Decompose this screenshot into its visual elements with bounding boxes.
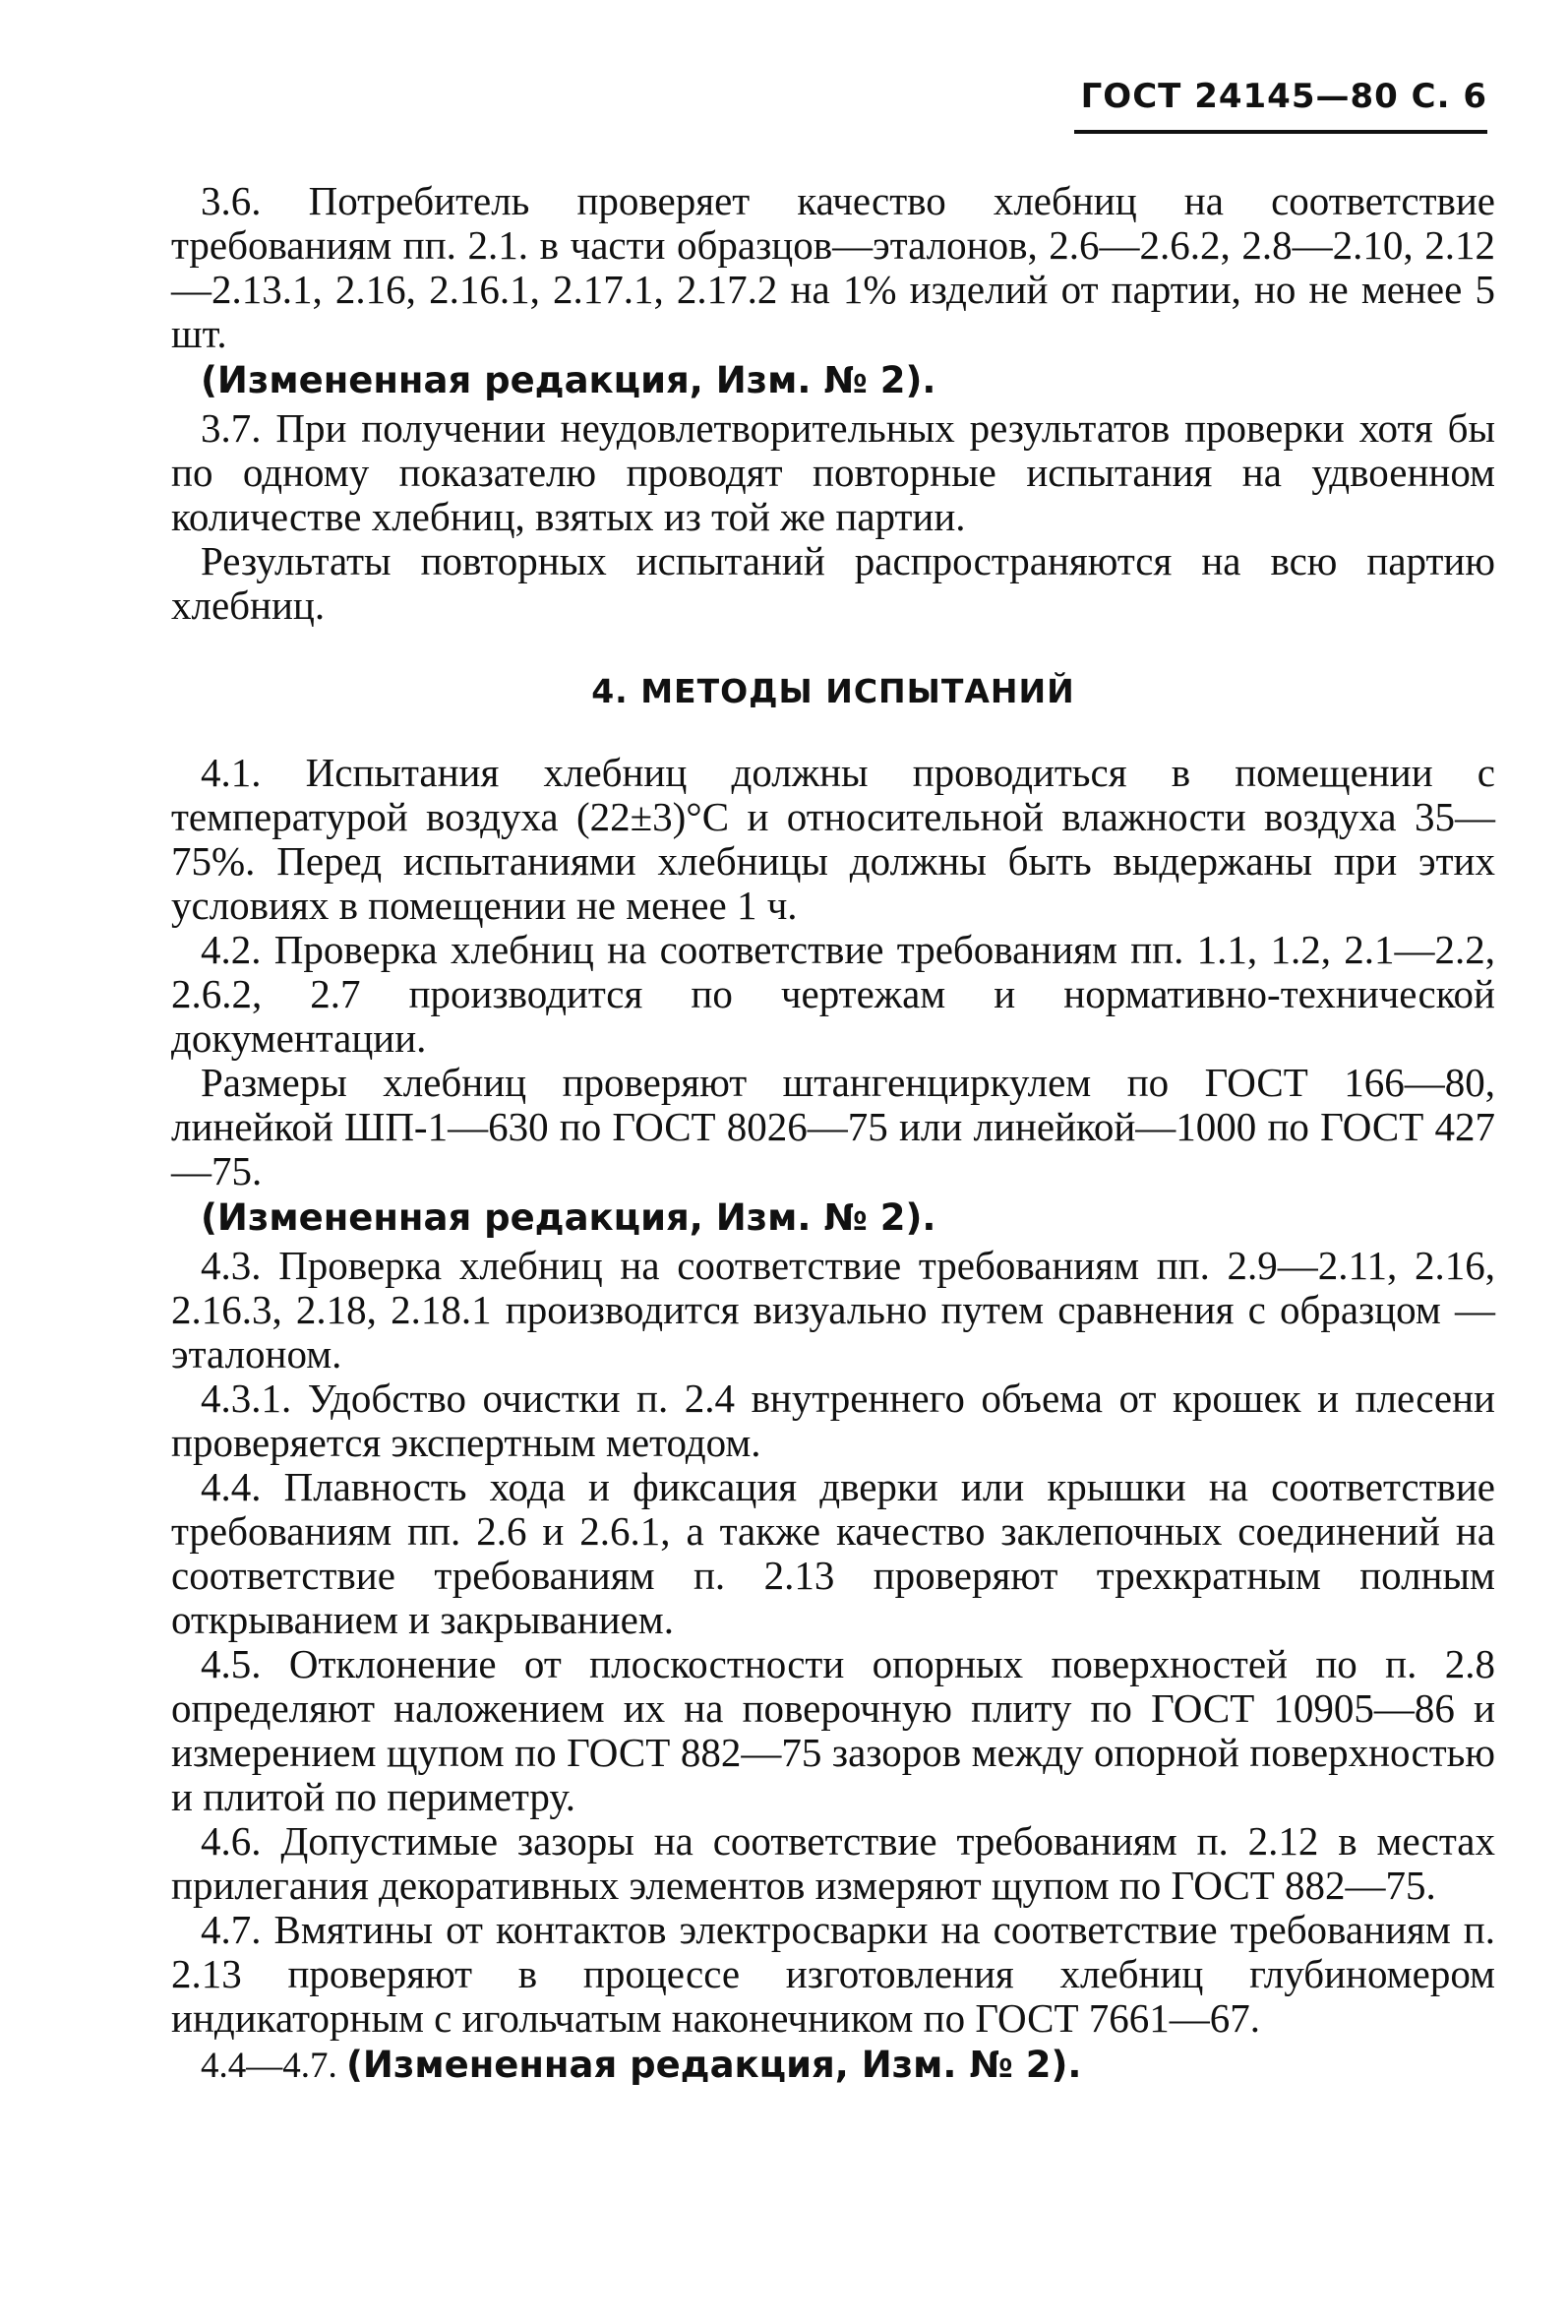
amendment-note: (Измененная редакция, Изм. № 2).	[201, 359, 936, 401]
clause-4-3: 4.3. Проверка хлебниц на соответствие требованиям пп. 2.9—2.11, 2.16, 2.16.3, 2.18, 2.18.1 производится визуально путем сравнения с образцом — эталоном.	[171, 1243, 1495, 1376]
amendment-range: 4.4—4.7.	[201, 2046, 337, 2086]
amendment-note: (Измененная редакция, Изм. № 2).	[201, 1196, 936, 1239]
clause-3-6: 3.6. Потребитель проверяет качество хлебниц на соответствие требованиям пп. 2.1. в части образцов—эталонов, 2.6—2.6.2, 2.8—2.10, 2.12—2.13.1, 2.16, 2.16.1, 2.17.1, 2.17.2 на 1% изделий от партии, но не менее 5 шт.	[171, 178, 1495, 356]
clause-4-4: 4.4. Плавность хода и фиксация дверки или крышки на соответствие требованиям пп. 2.6 и 2.6.1, а также качество заклепочных соединений на соответствие требованиям п. 2.13 проверяют трехкратным полным открыванием и закрыванием.	[171, 1464, 1495, 1642]
document-body	[171, 179, 1495, 2092]
clause-4-6: 4.6. Допустимые зазоры на соответствие требованиям п. 2.12 в местах прилегания декоративных элементов измеряют щупом по ГОСТ 882—75.	[171, 1818, 1495, 1908]
clause-4-3-1: 4.3.1. Удобство очистки п. 2.4 внутреннего объема от крошек и плесени проверяется экспертным методом.	[171, 1376, 1495, 1465]
clause-4-1: 4.1. Испытания хлебниц должны проводиться в помещении с температурой воздуха (22±3)°С и относительной влажности воздуха 35—75%. Перед испытаниями хлебницы должны быть выдержаны при этих условиях в помещении не менее 1 ч.	[171, 750, 1495, 928]
amendment-label: (Измененная редакция, Изм. № 2).	[346, 2044, 1082, 2086]
clause-4-5: 4.5. Отклонение от плоскостности опорных поверхностей по п. 2.8 определяют наложением их на поверочную плиту по ГОСТ 10905—86 и измерением щупом по ГОСТ 882—75 зазоров между опорной поверхностью и плитой по периметру.	[171, 1641, 1495, 1819]
clause-3-7-results: Результаты повторных испытаний распространяются на всю партию хлебниц.	[171, 538, 1495, 628]
amendment-note-final	[171, 2043, 1495, 2088]
clause-4-2-sizes: Размеры хлебниц проверяют штангенциркулем по ГОСТ 166—80, линейкой ШП-1—630 по ГОСТ 8026—75 или линейкой—1000 по ГОСТ 427—75.	[171, 1060, 1495, 1193]
clause-3-7: 3.7. При получении неудовлетворительных результатов проверки хотя бы по одному показателю проводят повторные испытания на удвоенном количестве хлебниц, взятых из той же партии.	[171, 405, 1495, 539]
clause-4-7: 4.7. Вмятины от контактов электросварки на соответствие требованиям п. 2.13 проверяют в процессе изготовления хлебниц глубиномером индикаторным с игольчатым наконечником по ГОСТ 7661—67.	[171, 1907, 1495, 2041]
clause-4-2: 4.2. Проверка хлебниц на соответствие требованиям пп. 1.1, 1.2, 2.1—2.2, 2.6.2, 2.7 производится по чертежам и нормативно-технической документации.	[171, 927, 1495, 1061]
section-title: 4. МЕТОДЫ ИСПЫТАНИЙ	[591, 672, 1075, 710]
page-header: ГОСТ 24145—80 С. 6	[1074, 77, 1487, 134]
